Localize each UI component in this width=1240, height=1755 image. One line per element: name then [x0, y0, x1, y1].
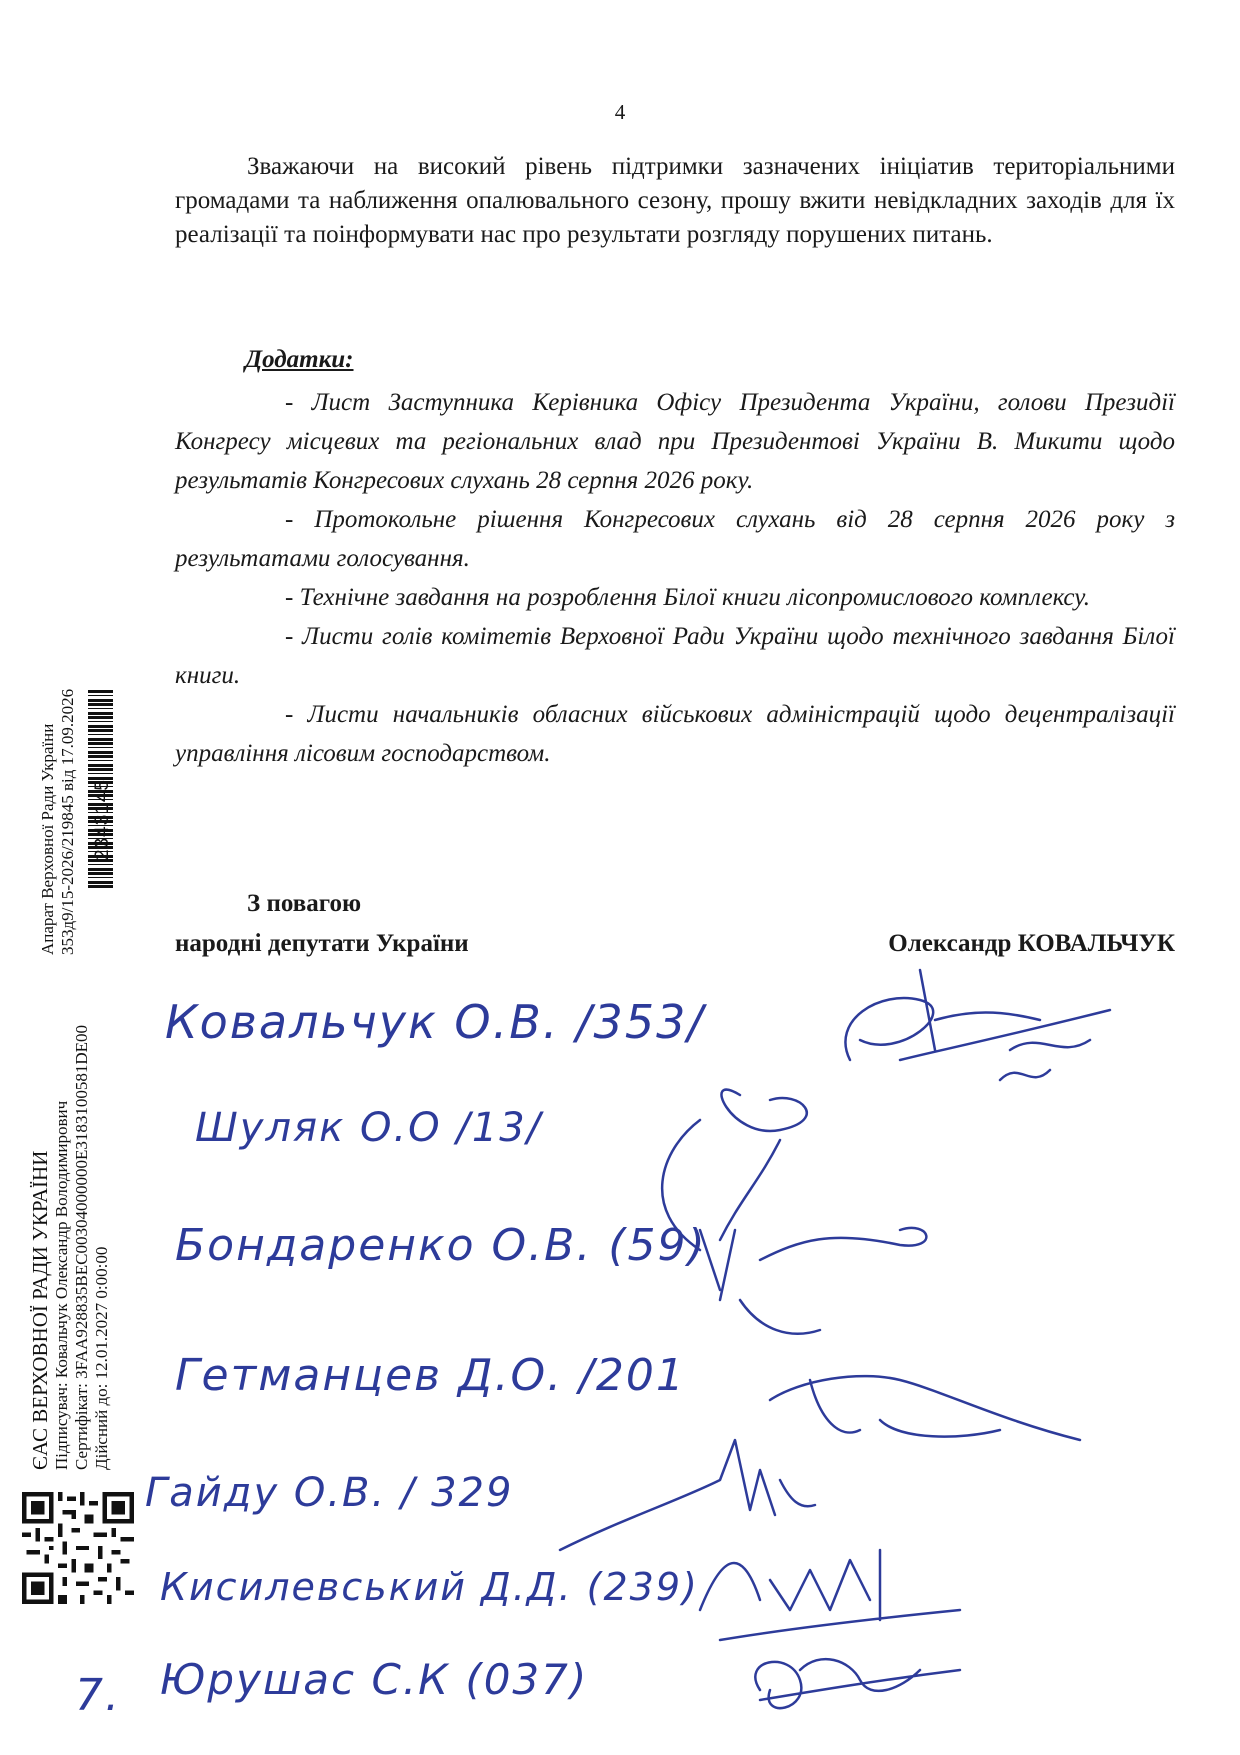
handwritten-entry: Бондаренко О.В. (59): [175, 1220, 707, 1271]
handwritten-entry: Гетманцев Д.О. /201: [175, 1350, 686, 1401]
signer-name: Олександр КОВАЛЬЧУК: [888, 930, 1175, 957]
eds-signer: Підписувач: Ковальчук Олександр Володимирович: [52, 1100, 71, 1470]
attachment-item: - Листи голів комітетів Верховної Ради України щодо технічного завдання Білої книги.: [175, 623, 1175, 689]
barcode-number: 2343145: [92, 779, 113, 860]
handwritten-number: 7.: [75, 1670, 121, 1721]
registration-org: Апарат Верховної Ради України: [38, 723, 57, 955]
registration-number: 353д9/15-2026/219845 від 17.09.2026: [58, 688, 77, 955]
handwritten-entry: Кисилевський Д.Д. (239): [160, 1565, 699, 1609]
attachment-item: - Листи начальників обласних військових адміністрацій щодо децентралізації управління лісовим господарством.: [175, 701, 1175, 767]
attachment-item: - Лист Заступника Керівника Офісу Президента України, голови Президії Конгресу місцевих та регіональних влад при Президентові України В. Микити щодо результатів Конгресових слухань 28 серпня 2026 року.: [175, 389, 1175, 494]
signature-4: [770, 1376, 1080, 1440]
attachment-item: - Протокольне рішення Конгресових слухань від 28 серпня 2026 року з результатами голосування.: [175, 506, 1175, 572]
closing-regards: З повагою: [247, 890, 362, 917]
handwritten-entry: Ковальчук О.В. /353/: [165, 995, 705, 1049]
handwritten-entry: Гайду О.В. / 329: [145, 1470, 514, 1516]
closing-signatories: народні депутати України: [175, 930, 469, 957]
signature-6: [700, 1550, 960, 1640]
signature-5: [560, 1440, 815, 1550]
signature-3: [700, 1228, 926, 1334]
eds-title: ЄАС ВЕРХОВНОЇ РАДИ УКРАЇНИ: [28, 1150, 52, 1470]
eds-certificate: Сертифікат: 3FAA928835BEC00304000000E3183100581DE00: [72, 1025, 91, 1470]
handwritten-entry: Шуляк О.О /13/: [195, 1105, 543, 1151]
signature-1: [845, 970, 1110, 1080]
attachments-heading: Додатки:: [245, 346, 354, 373]
signature-7: [755, 1659, 960, 1708]
eds-valid-until: Дійсний до: 12.01.2027 0:00:00: [92, 1246, 111, 1470]
signature-2: [662, 1090, 807, 1250]
attachment-item: - Технічне завдання на розроблення Білої книги лісопромислового комплексу.: [285, 584, 1091, 611]
handwritten-entry: Юрушас С.К (037): [160, 1655, 589, 1704]
page-number: 4: [614, 100, 626, 124]
body-paragraph: Зважаючи на високий рівень підтримки зазначених ініціатив територіальними громадами та наближення опалювального сезону, прошу вжити невідкладних заходів для їх реалізації та поінформувати нас про результати розгляду порушених питань.: [175, 153, 1175, 248]
